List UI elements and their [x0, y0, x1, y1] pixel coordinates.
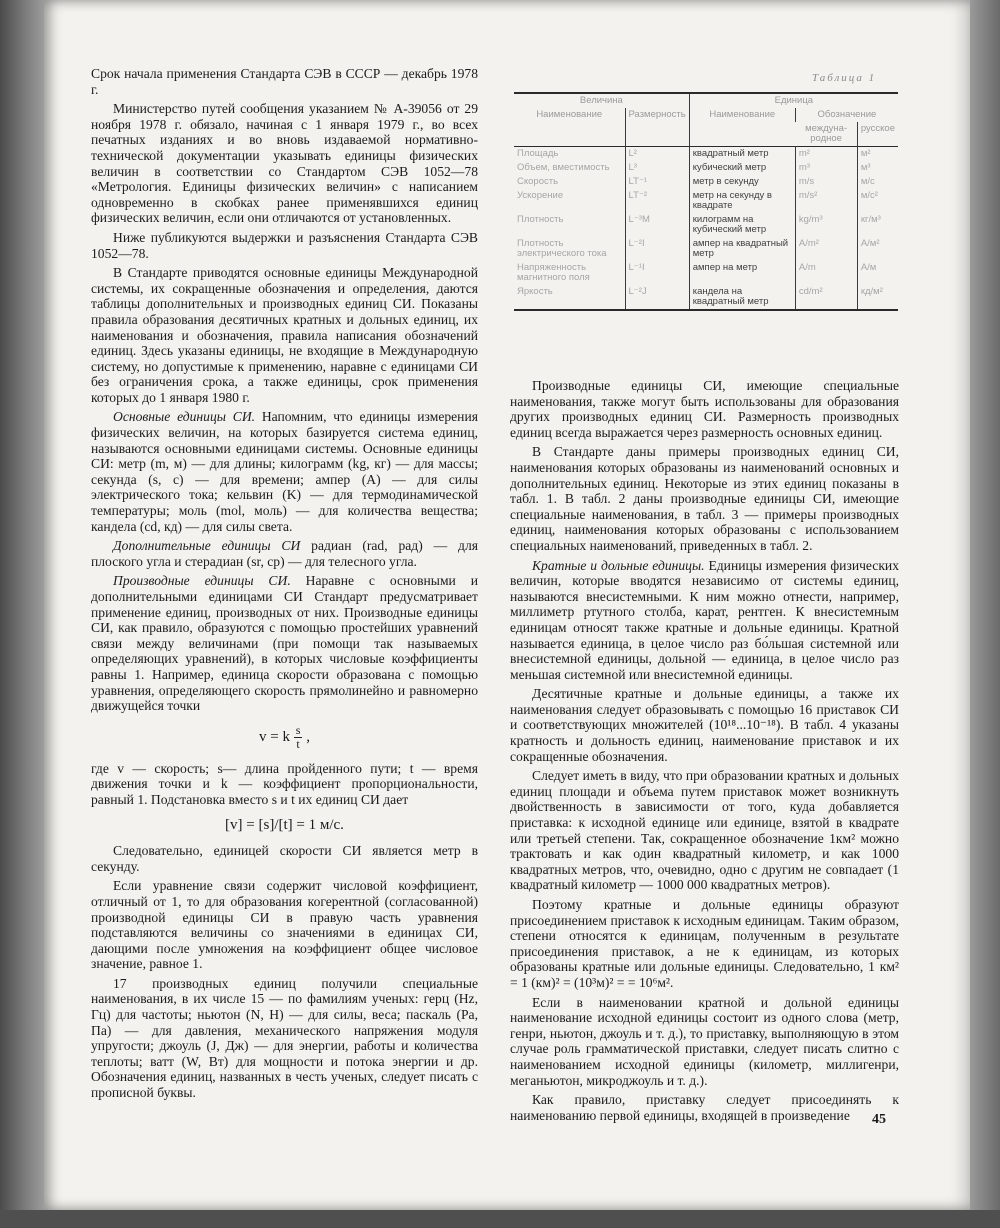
cell-international: m/s: [795, 175, 857, 189]
cell-international: cd/m²: [795, 285, 857, 310]
cell-quantity: Скорость: [517, 176, 559, 187]
paragraph: Следовательно, единицей скорости СИ является метр в секунду.: [91, 843, 478, 874]
cell-dimension: L⁻¹I: [625, 261, 689, 285]
header-international: международное: [805, 123, 848, 144]
cell-russian: м/с²: [857, 189, 898, 213]
section-heading: Основные единицы СИ.: [113, 409, 256, 425]
paragraph-text: радиан (rad, рад) — для плоского угла и стерадиан (sr, ср) — для телесного угла.: [91, 538, 478, 569]
cell-unit-name: кандела на квадратный метр: [689, 285, 795, 310]
header-quantity-name: Наименование: [536, 109, 603, 120]
cell-dimension: L⁻²I: [625, 237, 689, 261]
cell-quantity: Плотность: [517, 214, 564, 225]
table-row: [514, 213, 898, 237]
header-quantity: Величина: [579, 95, 623, 106]
page-edge-shadow: [970, 0, 1000, 1228]
section-heading: Кратные и дольные единицы.: [532, 557, 705, 573]
paragraph-text: Единицы измерения физических величин, которые вводятся независимо от системы единиц, называются внесистемными. К ним можно отнести, например, миллиметр ртутного столба, карат, рентген. К внесистемным единицам относят также кратные и дольные единицы. Кратной называется единица, в целое число раз бо́льшая системной или внесистемной единицы, дольной — единица, в целое число раз меньшая системной или внесистемной единицы.: [510, 557, 900, 682]
cell-russian: м³: [857, 161, 898, 175]
cell-quantity: Ускорение: [517, 190, 564, 201]
cell-unit-name: квадратный метр: [689, 147, 795, 162]
cell-unit-name: ампер на квадратный метр: [689, 237, 795, 261]
cell-unit-name: кубический метр: [689, 161, 795, 175]
table-row: [514, 237, 898, 261]
left-column: [91, 66, 478, 1101]
table-row: [514, 189, 898, 213]
cell-dimension: L⁻²J: [625, 285, 689, 310]
paragraph: [91, 538, 478, 569]
cell-dimension: L²: [625, 147, 689, 162]
paragraph: где v — скорость; s— длина пройденного пути; t — время движения точки и k — коэффициент пропорциональности, равный 1. Подстановка вместо s и t их единиц СИ дает: [91, 760, 478, 807]
table-row: [514, 147, 898, 162]
cell-russian: м/с: [857, 175, 898, 189]
cell-russian: А/м²: [857, 237, 898, 261]
paragraph: Следует иметь в виду, что при образовании кратных и дольных единиц площади и объема путем приставок может возникнуть двойственность в зависимости от того, куда добавляется приставка: к исходной единице или единице, взятой в квадрате или третьей степени. Так, сокращенное обозначение 1км² можно трактовать и как один квадратный километр, и как 1000 квадратных метров, что, очевидно, одно с другим не совпадает (1 квадратный километр — 1000 000 квадратных метров).: [510, 768, 899, 893]
cell-international: A/m²: [795, 237, 857, 261]
paragraph: Если в наименовании кратной и дольной единицы наименование исходной единицы состоит из одного слова (метр, генри, ньютон, джоуль и т. д.), то приставку, выполняющую в этом случае роль грамматической приставки, следует писать слитно с наименованием исходной единицы (километр, миллигенри, меганьютон, микроджоуль и т. д.).: [510, 994, 899, 1088]
cell-quantity: Плотность электрического тока: [517, 238, 607, 259]
paragraph: В Стандарте приводятся основные единицы Международной системы, их сокращенные обозначения и определения, даются таблицы дополнительных и производных единиц СИ. Показаны правила образования десятичных кратных и дольных единиц, их наименования и обозначения, правила написания обозначений единиц. Здесь указаны единицы, не входящие в Международную систему, но допустимые к применению, наравне с единицами СИ без ограничения срока, а также единицы, срок применения которых до 1 января 1980 г.: [91, 265, 478, 405]
paragraph: Как правило, приставку следует присоединять к наименованию первой единицы, входящей в произведение: [510, 1092, 899, 1123]
header-designation: Обозначение: [795, 108, 898, 122]
cell-international: m/s²: [795, 189, 857, 213]
cell-dimension: L³: [625, 161, 689, 175]
paragraph: Десятичные кратные и дольные единицы, а также их наименования следует образовывать с помощью 16 приставок СИ и соответствующих множителей (10¹⁸...10⁻¹⁸). В табл. 4 указаны кратность и дольность единиц, наименование приставок и их сокращенные обозначения.: [510, 686, 899, 764]
fraction: [294, 724, 303, 751]
table-body: [514, 147, 898, 311]
paragraph: В Стандарте даны примеры производных единиц СИ, наименования которых образованы из наименований основных и дополнительных единиц. Некоторые из этих единиц показаны в табл. 1. В табл. 2 даны производные единицы СИ, имеющие специальные наименования, в табл. 3 — примеры производных единиц, наименования которых образованы с использованием специальных наименований, приведенных в табл. 2.: [510, 444, 899, 553]
cell-unit-name: метр на секунду в квадрате: [689, 189, 795, 213]
paragraph: Срок начала применения Стандарта СЭВ в СССР — декабрь 1978 г.: [91, 66, 478, 97]
cell-dimension: LT⁻¹: [625, 175, 689, 189]
paragraph: Если уравнение связи содержит числовой коэффициент, отличный от 1, то для образования когерентной (согласованной) производной единицы СИ в правую часть уравнения подставляются величины со значениями в единицах СИ, дающими после умножения на коэффициент общее числовое значение, равное 1.: [91, 878, 478, 972]
table-row: [514, 161, 898, 175]
paragraph: [510, 558, 899, 683]
page-bottom-shadow: [0, 1210, 1000, 1228]
paragraph-text: Наравне с основными и дополнительными единицами СИ Стандарт предусматривает применение единиц, производных от них. Производные единицы СИ, как правило, образуются с помощью простейших уравнений связи между величинами (при помощи так называемых определяющих уравнений), в которых числовые коэффициенты равны 1. Например, единица скорости образована с помощью уравнения, определяющего скорость прямолинейно и равномерно движущейся точки: [91, 573, 478, 714]
table-caption: Таблица 1: [812, 72, 877, 84]
cell-international: m²: [795, 147, 857, 162]
header-russian: русское: [857, 122, 898, 147]
fraction-denominator: t: [296, 736, 300, 751]
cell-international: m³: [795, 161, 857, 175]
paragraph-text: Напомним, что единицы измерения физических величин, на которых базируется система единиц, называются основными единицами системы. Основные единицы СИ: метр (m, м) — для длины; килограмм (kg, кг) — для массы; секунда (s, с) — для времени; ампер (A) — для силы электрического тока; кельвин (K) — для термодинамической температуры; моль (mol, моль) — для количества вещества; кандела (cd, кд) — для силы света.: [91, 409, 478, 534]
cell-unit-name: ампер на метр: [689, 261, 795, 285]
cell-unit-name: килограмм на кубический метр: [689, 213, 795, 237]
formula-lhs: v = k: [259, 728, 291, 745]
paragraph: Министерство путей сообщения указанием № А-39056 от 29 ноября 1978 г. обязало, начиная с 1 января 1979 г., во всех печатных изданиях и во вновь издаваемой нормативно-технической документации указывать единицы физических величин в соответствии со Стандартом СЭВ 1052—78 «Метрология. Единицы физических величин» с написанием одновременно в скобках ранее применявшихся единиц физических величин, если они отличаются от установленных.: [91, 101, 478, 226]
cell-quantity: Напряженность магнитного поля: [517, 262, 590, 283]
table-row: [514, 175, 898, 189]
header-unit-name: Наименование: [689, 108, 795, 147]
cell-russian: кд/м²: [857, 285, 898, 310]
unit-formula: [v] = [s]/[t] = 1 м/с.: [225, 816, 344, 833]
cell-quantity: Яркость: [517, 286, 553, 297]
paragraph: [91, 573, 478, 713]
cell-international: A/m: [795, 261, 857, 285]
cell-quantity: Объем, вместимость: [517, 162, 610, 173]
cell-dimension: L⁻³M: [625, 213, 689, 237]
paragraph: [91, 409, 478, 534]
cell-russian: м²: [857, 147, 898, 162]
paragraph: Производные единицы СИ, имеющие специальные наименования, также могут быть использованы для образования других производных единиц СИ. Размерность производных единиц всегда выражается через размерность основных единиц.: [510, 378, 899, 440]
header-unit: Единица: [689, 93, 898, 108]
section-heading: Производные единицы СИ.: [113, 573, 291, 589]
cell-dimension: LT⁻²: [625, 189, 689, 213]
paragraph: 17 производных единиц получили специальные наименования, в их числе 15 — по фамилиям ученых: герц (Hz, Гц) для частоты; ньютон (N, Н) — для силы, веса; паскаль (Pa, Па) — для давления, механического напряжения модуля упругости; джоуль (J, Дж) — для энергии, работы и количества теплоты; ватт (W, Вт) для мощности и потока энергии и др. Обозначения единиц, названных в честь ученых, следует писать с прописной буквы.: [91, 975, 478, 1101]
formula-tail: ,: [306, 728, 310, 745]
units-table: [514, 92, 898, 311]
right-column: [510, 378, 899, 1123]
cell-unit-name: метр в секунду: [689, 175, 795, 189]
cell-russian: кг/м³: [857, 213, 898, 237]
header-dimension: Размерность: [625, 108, 689, 147]
cell-international: kg/m³: [795, 213, 857, 237]
fraction-numerator: s: [295, 722, 301, 737]
cell-quantity: Площадь: [517, 148, 559, 159]
paragraph: Поэтому кратные и дольные единицы образуют присоединением приставок к исходным единицам. Таким образом, степени относятся к единицам, полученным в результате присоединения приставок, а не к единицам, из которых образованы кратные или дольные единицы. Следовательно, 1 км² = 1 (км)² = (10³м)² = = 10⁶м².: [510, 897, 899, 990]
section-heading: Дополнительные единицы СИ: [113, 538, 301, 554]
cell-russian: А/м: [857, 261, 898, 285]
velocity-formula: [91, 724, 478, 751]
table-row: [514, 261, 898, 285]
book-spine: [0, 0, 44, 1228]
paragraph: Ниже публикуются выдержки и разъяснения Стандарта СЭВ 1052—78.: [91, 229, 478, 261]
table-row: [514, 285, 898, 310]
page-number: 45: [872, 1112, 886, 1127]
